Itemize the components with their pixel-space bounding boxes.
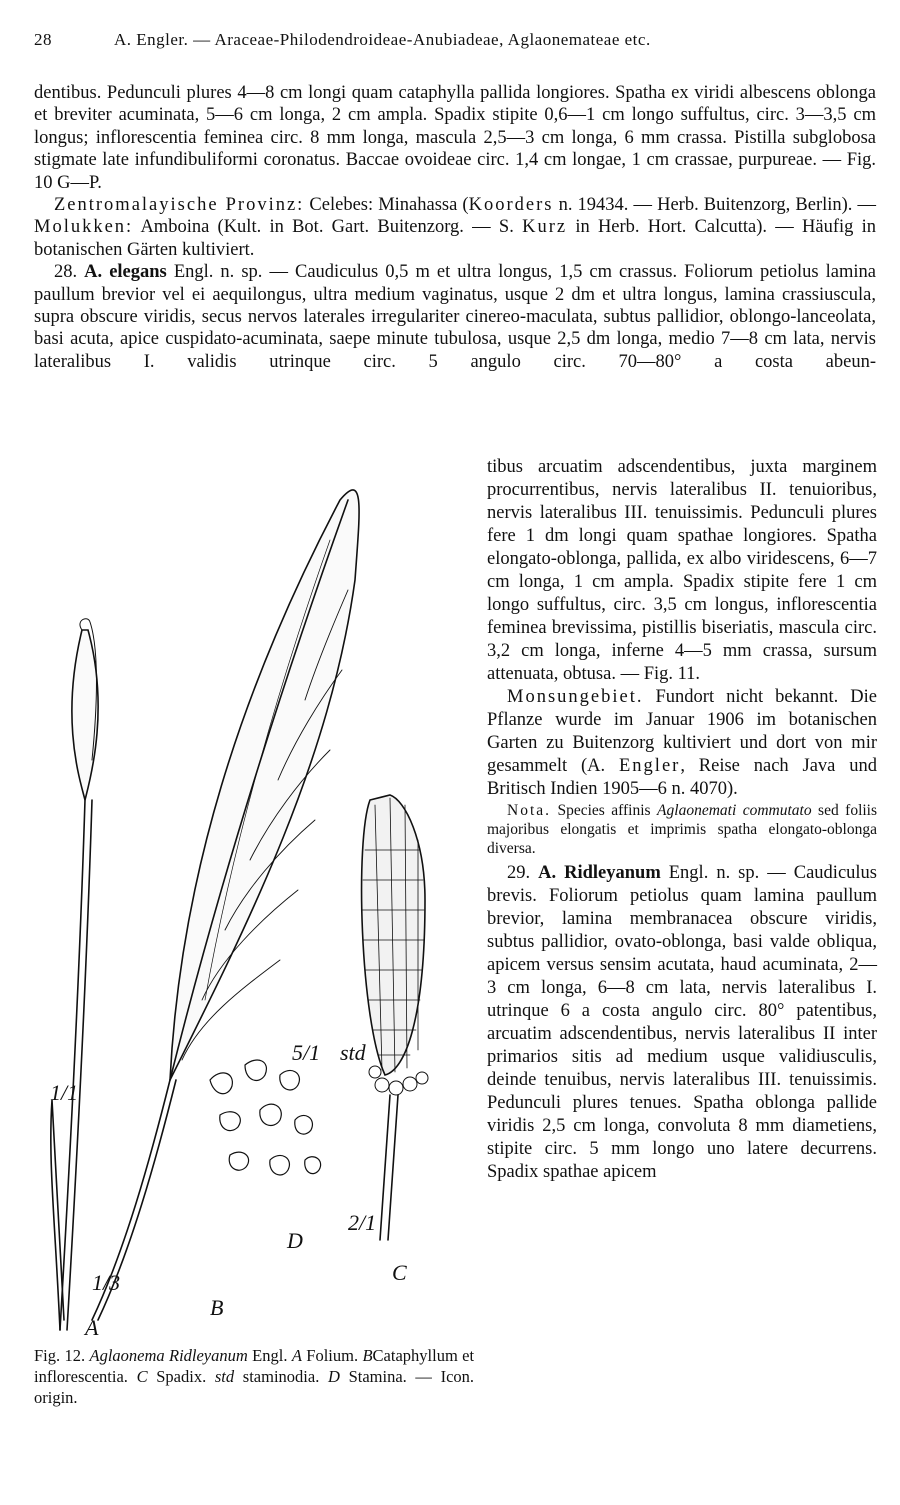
staminodia-label: std (340, 1040, 366, 1065)
paragraph-nota (487, 801, 877, 858)
running-head (34, 30, 874, 50)
caption-label: C (136, 1367, 148, 1386)
collector-name: Koorders (468, 195, 554, 216)
running-title: A. Engler. — Araceae-Philodendroideae-Anubiadeae, Aglaonemateae etc. (114, 30, 651, 49)
caption-label: D (327, 1367, 340, 1386)
staminodia (369, 1066, 428, 1095)
text-span: Fundort nicht bekannt. Die Pflanze wurde im Januar 1906 im botanischen Garten zu Buitenzorg kultiviert und dort von mir gesammelt (A. (487, 687, 878, 776)
figure-caption (34, 1345, 474, 1408)
caption-species: Aglaonema Ridleyanum (89, 1346, 248, 1365)
species-number: 28. (54, 262, 78, 283)
scale-label: 1/3 (92, 1270, 121, 1295)
text-span: Engl. n. sp. — Caudiculus brevis. Foliorum petiolus quam lamina paullum brevior, lamina membranacea obscure viridis, subtus pallidior, ovato-oblonga, basi valde obliqua, apicem versus sensim acutata, haud acuminata, 2—3 cm longa, 6—8 cm lata, nervis lateralibus I. utrinque 6 a costa angulo circ. 80° patentibus, arcuatim adscendentibus, nervis lateralibus II inter primarios sitis ad medium usque validiusculis, deinde tenuibus, nervis lateralibus III. tenuissimis. Pedunculi plures tenues. Spatha oblonga pallide viridis 2,5 cm longa, convoluta 8 mm diametiens, stipite circ. 5 mm longo uno latere decurrens. Spadix spathae apicem (487, 863, 877, 1182)
figure-label-a: A (85, 1315, 99, 1340)
right-column (487, 456, 877, 1184)
text-span: Engl. n. sp. — Caudiculus 0,5 m et ultra longus, 1,5 cm crassus. Foliorum petiolus lamina paullum brevior vel ei aequilongus, ultra medium vaginatus, usque 2 dm et ultra longus, lamina crassiuscula, supra obscure viridis, secus nervos laterales irregulariter cinereo-maculata, subtus pallidior, oblongo-lanceolata, basi acuta, apice cuspidato-acuminata, saepe minute tubulosa, usque 2,5 dm longa, medio 7—8 cm lata, nervis lateralibus I. validis utrinque circ. 5 angulo circ. 70—80° a costa abeun- (34, 262, 877, 372)
caption-label: std (214, 1367, 235, 1386)
paragraph-description: dentibus. Pedunculi plures 4—8 cm longi quam cataphylla pallida longiores. Spatha ex viridi albescens oblonga et breviter acuminata, 5—6 cm longa, 2 cm ampla. Spadix stipite 0,6—1 cm longo suffultus, circ. 3—3,5 cm longus; inflorescentia feminea circ. 8 mm longa, mascula 2,5—3 cm longa, 6 mm crassa. Pistilla subglobosa stigmate late infundibuliformi coronatus. Baccae ovoideae circ. 1,4 cm longae, 1 cm crassae, purpureae. — Fig. 10 G—P. (34, 83, 876, 193)
paragraph-species-28 (34, 261, 876, 373)
full-width-text (34, 82, 876, 373)
figure-12 (30, 460, 480, 1340)
collector-name: Engler (619, 756, 681, 776)
region-label: Monsungebiet. (507, 687, 644, 707)
text-span: Species affinis (557, 802, 651, 819)
text-span: in Herb. Hort. Calcutta). — Häufig in botanischen Gärten kultiviert. (34, 217, 876, 260)
nota-label: Nota. (507, 802, 552, 819)
figure-label-c: C (392, 1260, 407, 1285)
page-number: 28 (34, 30, 52, 49)
paragraph-species-29 (487, 862, 877, 1184)
caption-label: B (362, 1346, 373, 1365)
species-italic: Aglaonemati commutato (657, 802, 812, 819)
figure-label-b: B (210, 1295, 224, 1320)
text-span: n. 19434. — Herb. Buitenzorg, Berlin). — (558, 195, 877, 216)
caption-text: Folium. (306, 1346, 359, 1365)
scale-label: 2/1 (348, 1210, 377, 1235)
cataphyll (51, 1100, 64, 1330)
paragraph-locality (487, 686, 877, 801)
paragraph-continuation: tibus arcuatim adscendentibus, juxta marginem procurrentibus, nervis lateralibus II. tenuioribus, nervis lateralibus III. tenuissimis. Pedunculi plures fere 1 dm longi quam spathae longiores. Spatha elongato-oblonga, pallida, ex albo viridescens, 6—7 cm longa, 1 cm ampla. Spadix stipite fere 1 cm longo suffultus, circ. 3,5 cm longus, inflorescentia feminea brevissima, pistillis biseriatis, mascula circ. 3,2 cm longa, inferne 4—5 mm crassa, sursum attenuata, obtusa. — Fig. 11. (487, 457, 877, 684)
spadix (362, 795, 425, 1075)
botanical-illustration (30, 460, 480, 1340)
scale-label: 5/1 (292, 1040, 321, 1065)
caption-text: Spadix. (156, 1367, 207, 1386)
text-span: , Reise nach Java und Britisch Indien 1905—6 n. 4070). (487, 756, 877, 799)
species-number: 29. (507, 863, 531, 883)
stamina-group (210, 1060, 321, 1175)
region-label: Molukken: (34, 217, 134, 238)
spathe (72, 630, 98, 800)
caption-figure-number: Fig. 12. (34, 1346, 86, 1365)
text-span: sed foliis majoribus elongatis et imprimis spatha elongato-oblonga diversa. (487, 802, 878, 857)
caption-author: Engl. (252, 1346, 288, 1365)
species-name: A. Ridleyanum (538, 863, 661, 883)
paragraph-distribution (34, 194, 876, 261)
collector-name: Kurz (522, 217, 568, 238)
species-name: A. elegans (84, 262, 167, 283)
scale-label: 1/1 (50, 1080, 79, 1105)
leaf-blade (170, 490, 359, 1080)
spadix-stipe (380, 1095, 398, 1240)
peduncle (60, 800, 92, 1330)
caption-text: staminodia. (242, 1367, 320, 1386)
text-span: Celebes: Minahassa ( (309, 195, 469, 216)
figure-label-d: D (287, 1228, 303, 1253)
caption-text: Stamina. — Icon. origin. (34, 1367, 475, 1407)
text-span: Amboina (Kult. in Bot. Gart. Buitenzorg. — S. (140, 217, 514, 238)
caption-text: Cataphyllum et inflorescentia. (34, 1346, 475, 1386)
region-label: Zentromalayische Provinz: (54, 195, 305, 216)
caption-label: A (291, 1346, 302, 1365)
